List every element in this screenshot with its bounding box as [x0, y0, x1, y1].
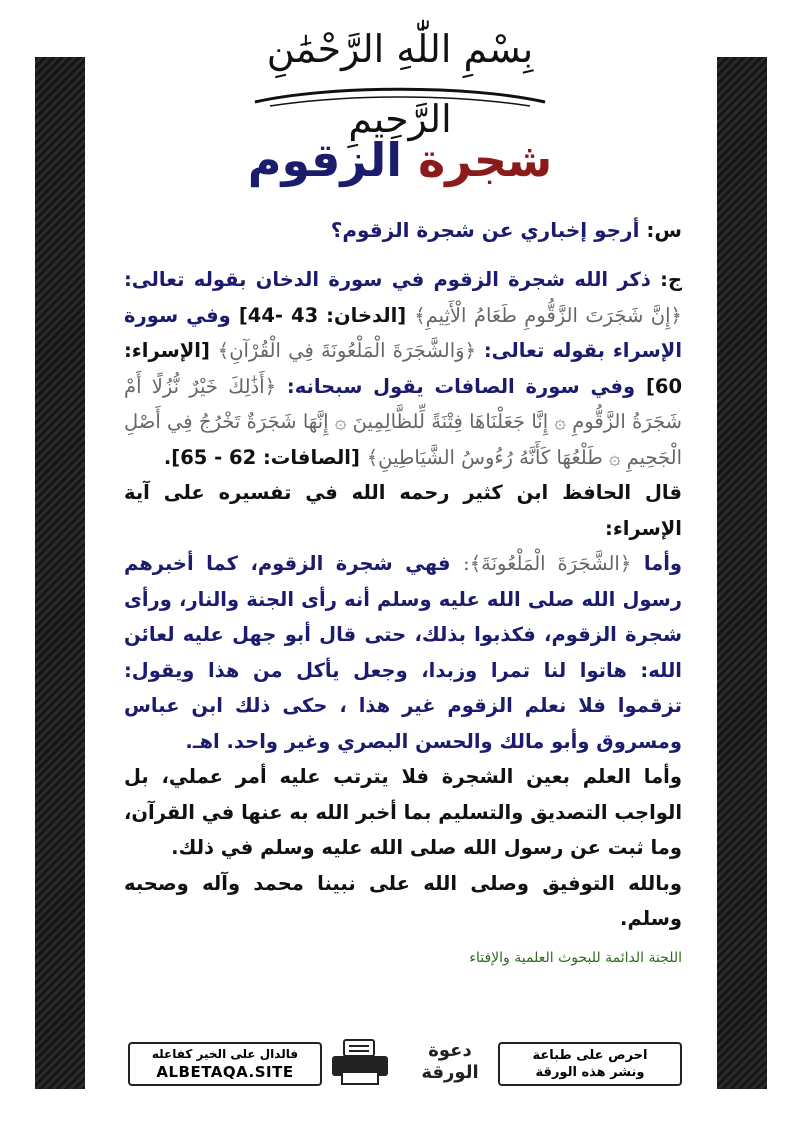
ref-saffat: [الصافات: 62 - 65]. — [163, 445, 360, 469]
footer-site-url[interactable]: ALBETAQA.SITE — [156, 1063, 294, 1081]
title-word-1: شجرة — [418, 133, 553, 187]
logo-line-2: الورقة — [421, 1062, 479, 1083]
verse-dukhan: ﴿إِنَّ شَجَرَتَ الزَّقُّومِ طَعَامُ الْأَثِيمِ﴾ — [414, 303, 682, 327]
footer-print-line-2: ونشر هذه الورقة — [535, 1065, 645, 1080]
answer-label: ج: — [660, 268, 683, 291]
basmala-calligraphy: بِسْمِ اللّٰهِ الرَّحْمَٰنِ الرَّحِيمِ — [266, 27, 534, 141]
footer-bar — [128, 1038, 682, 1090]
decorative-frame-right — [717, 57, 767, 1089]
basmala-swash-ornament — [250, 80, 550, 110]
dawa-warqa-logo — [410, 1034, 490, 1090]
answer-connector-1: وفي سورة الإسراء بقوله تعالى: — [124, 303, 683, 362]
tafsir-heading: قال الحافظ ابن كثير رحمه الله في تفسيره على آية الإسراء: — [124, 481, 682, 540]
page-title — [150, 128, 650, 192]
question-line — [124, 210, 682, 250]
tafsir-quote: ﴿الشَّجَرَةَ الْمَلْعُونَةَ﴾: — [463, 552, 632, 575]
footer-print-box — [498, 1042, 682, 1086]
article-content — [124, 210, 682, 971]
tafsir-body: فهي شجرة الزقوم، كما أخبرهم رسول الله صلى الله عليه وسلم أنه رأى الجنة والنار، ورأى شجرة الزقوم، فكذبوا بذلك، حتى قال أبو جهل عليه لعائن الله: هاتوا لنا تمرا وزبدا، وجعل يأكل من هذا ويقول: تزقموا فلا نعلم الزقوم غير هذا ، حكى ذلك ابن عباس ومسروق وأبو مالك والحسن البصري وغير واحد. اهـ. — [124, 552, 682, 753]
decorative-frame-left — [35, 57, 85, 1089]
ref-dukhan: [الدخان: 43 -44] — [238, 303, 407, 327]
answer-connector-2: وفي سورة الصافات يقول سبحانه: — [286, 374, 636, 398]
signature: اللجنة الدائمة للبحوث العلمية والإفتاء — [469, 949, 682, 966]
footer-motto: فالدال على الخير كفاعله — [151, 1047, 299, 1061]
title-word-2: الزقوم — [247, 133, 403, 187]
question-label: س: — [646, 218, 682, 242]
question-text: أرجو إخباري عن شجرة الزقوم؟ — [330, 218, 640, 242]
verse-saffat: ﴿أَذَٰلِكَ خَيْرٌ نُّزُلًا أَمْ شَجَرَةُ الزَّقُّومِ ۞ إِنَّا جَعَلْنَاهَا فِتْنَةً لِّلظَّالِمِينَ ۞ إِنَّهَا شَجَرَةٌ تَخْرُجُ فِي أَصْلِ الْجَحِيمِ ۞ طَلْعُهَا كَأَنَّهُ رُءُوسُ الشَّيَاطِينِ﴾ — [124, 374, 682, 469]
answer-paragraph — [124, 262, 682, 475]
closing-prayer: وبالله التوفيق وصلى الله على نبينا محمد وآله وصحبه وسلم. — [124, 871, 682, 930]
tafsir-lead: وأما — [643, 552, 683, 575]
logo-line-1: دعوة — [428, 1040, 472, 1061]
footer-print-line-1: احرص على طباعة — [532, 1048, 648, 1063]
verse-isra: ﴿وَالشَّجَرَةَ الْمَلْعُونَةَ فِي الْقُرْآنِ﴾ — [217, 339, 476, 362]
footer-site-box — [128, 1042, 322, 1086]
tafsir-paragraph — [124, 546, 682, 759]
ref-isra: [الإسراء: 60] — [124, 339, 683, 398]
printer-icon — [328, 1038, 392, 1086]
answer-intro: ذكر الله شجرة الزقوم في سورة الدخان بقوله تعالى: — [124, 268, 651, 291]
closing-paragraph: وأما العلم بعين الشجرة فلا يترتب عليه أمر عملي، بل الواجب التصديق والتسليم بما أخبر الله به عنها في القرآن، وما ثبت عن رسول الله صلى الله عليه وسلم في ذلك. — [124, 765, 682, 859]
